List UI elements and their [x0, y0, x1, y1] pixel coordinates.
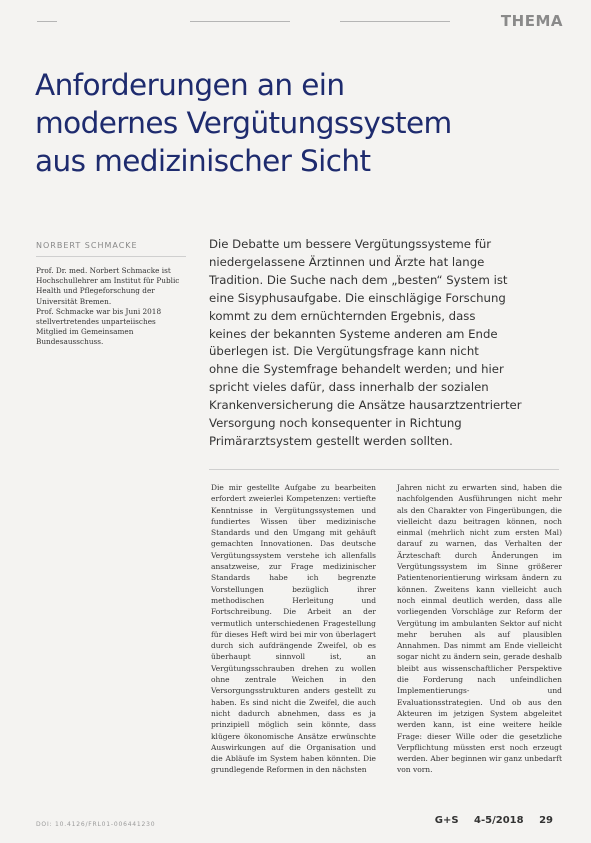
lead-line: eine Sisyphusaufgabe. Die einschlägige Forschung	[209, 290, 506, 305]
bio-paragraph: Prof. Dr. med. Norbert Schmacke ist Hochschullehrer am Institut für Public Health und Pflegeforschung der Universität Bremen.	[36, 266, 180, 306]
issue-number: 4-5/2018	[474, 815, 524, 826]
header-rule	[37, 21, 57, 22]
footer-info	[435, 815, 553, 826]
lead-divider	[209, 469, 559, 470]
body-column-2: Jahren nicht zu erwarten sind, haben die nachfolgenden Ausführungen nicht mehr als den Charakter von Fingerübungen, die vielleicht dazu beitragen können, noch einmal (mehrlich nicht zum ersten Mal) darauf zu warnen, das Verhalten der Ärzteschaft durch Änderungen im Vergütungssystem im Sinne größerer Patientenorientierung wirksam ändern zu können. Zweitens kann vielleicht auch noch einmal deutlich werden, dass alle vorliegenden Vorschläge zur Reform der Vergütung im ambulanten Sektor auf nicht mehr beruhen als auf plausiblen Annahmen. Das nimmt am Ende vielleicht sogar nicht zu ändern sein, gerade deshalb bleibt aus wissenschaftlicher Perspektive die Forderung nach unfeindlichen Implementierungs- und Evaluationsstrategien. Und ob aus den Akteuren im jetzigen System abgeleitet werden kann, ist eine weitere heikle Frage: dieser Wille oder die gesetzliche Verpflichtung müssten erst noch erzeugt werden. Aber beginnen wir ganz unbedarft von vorn.	[397, 483, 562, 775]
lead-line: ohne die Systemfrage behandelt werden; und hier	[209, 362, 504, 377]
page-number: 29	[539, 815, 553, 826]
journal-name: G+S	[434, 815, 459, 826]
bio-paragraph: Prof. Schmacke war bis Juni 2018 stellvertretendes unparteiisches Mitglied im Gemeinsamen Bundesausschuss.	[36, 306, 162, 347]
lead-paragraph	[209, 236, 559, 451]
lead-line: niedergelassene Ärztinnen und Ärzte hat lange	[209, 254, 485, 269]
article-title	[35, 66, 535, 180]
author-divider	[36, 256, 186, 257]
doi-reference: DOI: 10.4126/FRL01-006441230	[36, 821, 156, 828]
lead-line: Primärarztsystem gestellt werden sollten.	[209, 433, 453, 448]
lead-line: Tradition. Die Suche nach dem „besten“ System ist	[209, 272, 508, 287]
author-bio	[36, 266, 186, 348]
body-column-1: Die mir gestellte Aufgabe zu bearbeiten erfordert zweierlei Kompetenzen: vertiefte Kenntnisse in Vergütungssystemen und fundiertes Wissen über medizinische Standards und den Umgang mit gehäuft gemachten Innovationen. Das deutsche Vergütungssystem verstehe ich allenfalls ansatzweise, zur Frage medizinischer Standards habe ich begrenzte Vorstellungen bezüglich ihrer methodischen Herleitung und Fortschreibung. Die Arbeit an der vermutlich unterschiedenen Fragestellung für dieses Heft wird bei mir von überlagert durch sich aufdrängende Zweifel, ob es überhaupt sinnvoll ist, an Vergütungsschrauben drehen zu wollen ohne zentrale Weichen in den Versorgungsstrukturen anders gestellt zu haben. Es sind nicht die Zweifel, die auch nicht dadurch abnehmen, dass es ja prinzipiell möglich sein könnte, dass klügere ökonomische Ansätze erwünschte Auswirkungen auf die Organisation und die Abläufe im System haben könnten. Die grundlegende Reformen in den nächsten	[211, 483, 376, 775]
header-rule	[340, 21, 450, 22]
lead-line: Die Debatte um bessere Vergütungssysteme für	[209, 237, 492, 251]
lead-line: spricht vieles dafür, dass innerhalb der sozialen	[209, 380, 489, 395]
lead-line: Versorgung noch konsequenter in Richtung	[209, 416, 462, 431]
lead-line: kommt zu dem ernüchternden Ergebnis, dass	[209, 308, 476, 323]
lead-line: Krankenversicherung die Ansätze hausarztzentrierter	[209, 398, 522, 413]
lead-line: überlegen ist. Die Vergütungsfrage kann nicht	[209, 344, 479, 359]
lead-line: keines der bekannten Systeme anderen am Ende	[209, 326, 498, 341]
author-name: NORBERT SCHMACKE	[36, 241, 138, 250]
title-line: aus medizinischer Sicht	[35, 144, 371, 178]
header-rule	[190, 21, 290, 22]
title-line: modernes Vergütungssystem	[35, 106, 452, 140]
section-label: THEMA	[500, 12, 563, 30]
title-line: Anforderungen an ein	[35, 68, 345, 102]
